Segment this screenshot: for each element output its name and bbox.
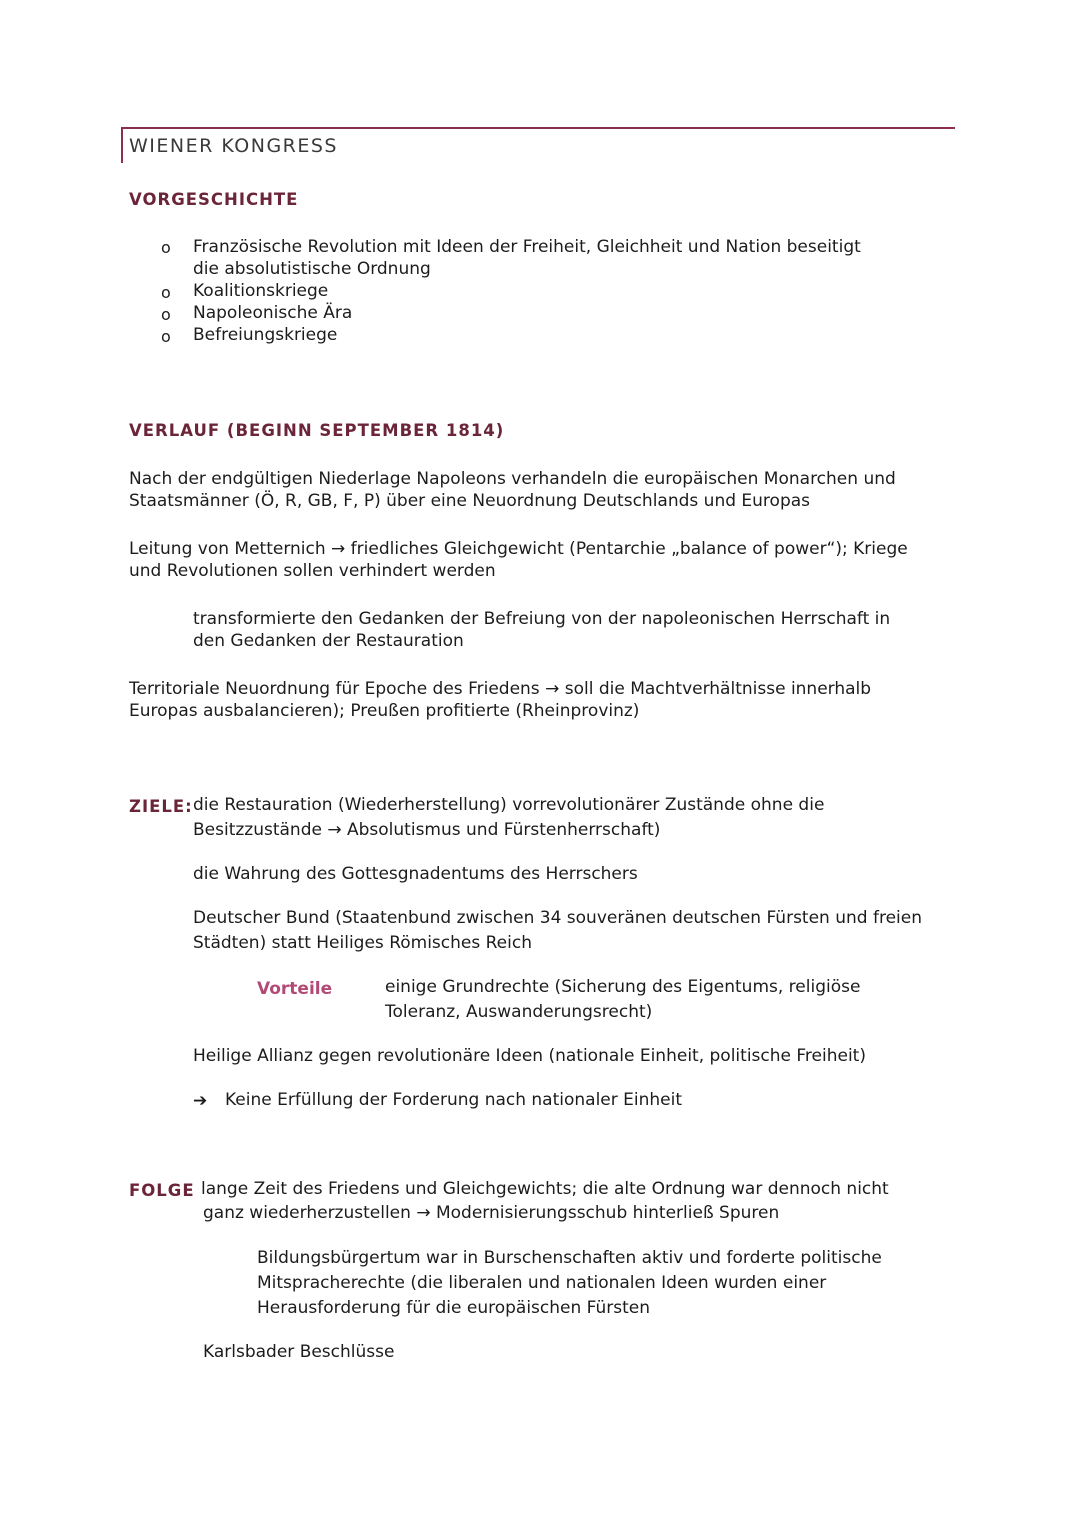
paragraph-line: Mitspracherechte (die liberalen und nationalen Ideen wurden einer (257, 1273, 827, 1293)
list-item: Napoleonische Ära (193, 303, 353, 323)
paragraph-line: Toleranz, Auswanderungsrecht) (385, 1002, 653, 1022)
list-item: Französische Revolution mit Ideen der Freiheit, Gleichheit und Nation beseitigt (193, 237, 861, 257)
paragraph-line: Nach der endgültigen Niederlage Napoleons verhandeln die europäischen Monarchen und (129, 469, 896, 489)
paragraph-line: den Gedanken der Restauration (193, 631, 464, 651)
list-item: Befreiungskriege (193, 325, 338, 345)
paragraph-line: die Restauration (Wiederherstellung) vorrevolutionärer Zustände ohne die (193, 795, 825, 815)
paragraph-line: lange Zeit des Friedens und Gleichgewichts; die alte Ordnung war dennoch nicht (201, 1179, 889, 1199)
vorteile-label: Vorteile (257, 979, 333, 999)
list-item: Koalitionskriege (193, 281, 329, 301)
bullet-icon: o (161, 327, 171, 346)
paragraph-line: und Revolutionen sollen verhindert werden (129, 561, 496, 581)
bullet-icon: o (161, 305, 171, 324)
paragraph-line: Besitzzustände → Absolutismus und Fürstenherrschaft) (193, 820, 661, 840)
paragraph-line: Herausforderung für die europäischen Fürsten (257, 1298, 651, 1318)
paragraph-line: Staatsmänner (Ö, R, GB, F, P) über eine Neuordnung Deutschlands und Europas (129, 491, 811, 511)
section-heading-vorgeschichte: VORGESCHICHTE (129, 190, 299, 209)
section-heading-verlauf: VERLAUF (BEGINN SEPTEMBER 1814) (129, 421, 505, 440)
page-title: WIENER KONGRESS (129, 135, 338, 157)
paragraph-line: einige Grundrechte (Sicherung des Eigentums, religiöse (385, 977, 861, 997)
paragraph-line: ganz wiederherzustellen → Modernisierungsschub hinterließ Spuren (203, 1203, 780, 1223)
paragraph-line: transformierte den Gedanken der Befreiung von der napoleonischen Herrschaft in (193, 609, 891, 629)
paragraph-line: Territoriale Neuordnung für Epoche des Friedens → soll die Machtverhältnisse innerhalb (129, 679, 872, 699)
paragraph-line: Bildungsbürgertum war in Burschenschaften aktiv und forderte politische (257, 1248, 882, 1268)
paragraph-line: Leitung von Metternich → friedliches Gleichgewicht (Pentarchie „balance of power“); Kriege (129, 539, 908, 559)
paragraph-line: Europas ausbalancieren); Preußen profitierte (Rheinprovinz) (129, 701, 640, 721)
paragraph-line: Heilige Allianz gegen revolutionäre Ideen (nationale Einheit, politische Freiheit) (193, 1046, 866, 1066)
paragraph-line: Karlsbader Beschlüsse (203, 1342, 395, 1362)
paragraph-line: die Wahrung des Gottesgnadentums des Herrschers (193, 864, 638, 884)
section-label-folge: FOLGE (129, 1181, 195, 1200)
bullet-icon: o (161, 238, 171, 257)
bullet-icon: o (161, 283, 171, 302)
list-item-continuation: die absolutistische Ordnung (193, 259, 431, 279)
paragraph-line: Keine Erfüllung der Forderung nach nationaler Einheit (225, 1090, 683, 1110)
arrow-right-icon: ➔ (193, 1091, 208, 1111)
paragraph-line: Städten) statt Heiliges Römisches Reich (193, 933, 532, 953)
paragraph-line: Deutscher Bund (Staatenbund zwischen 34 souveränen deutschen Fürsten und freien (193, 908, 922, 928)
section-label-ziele: ZIELE: (129, 797, 193, 816)
